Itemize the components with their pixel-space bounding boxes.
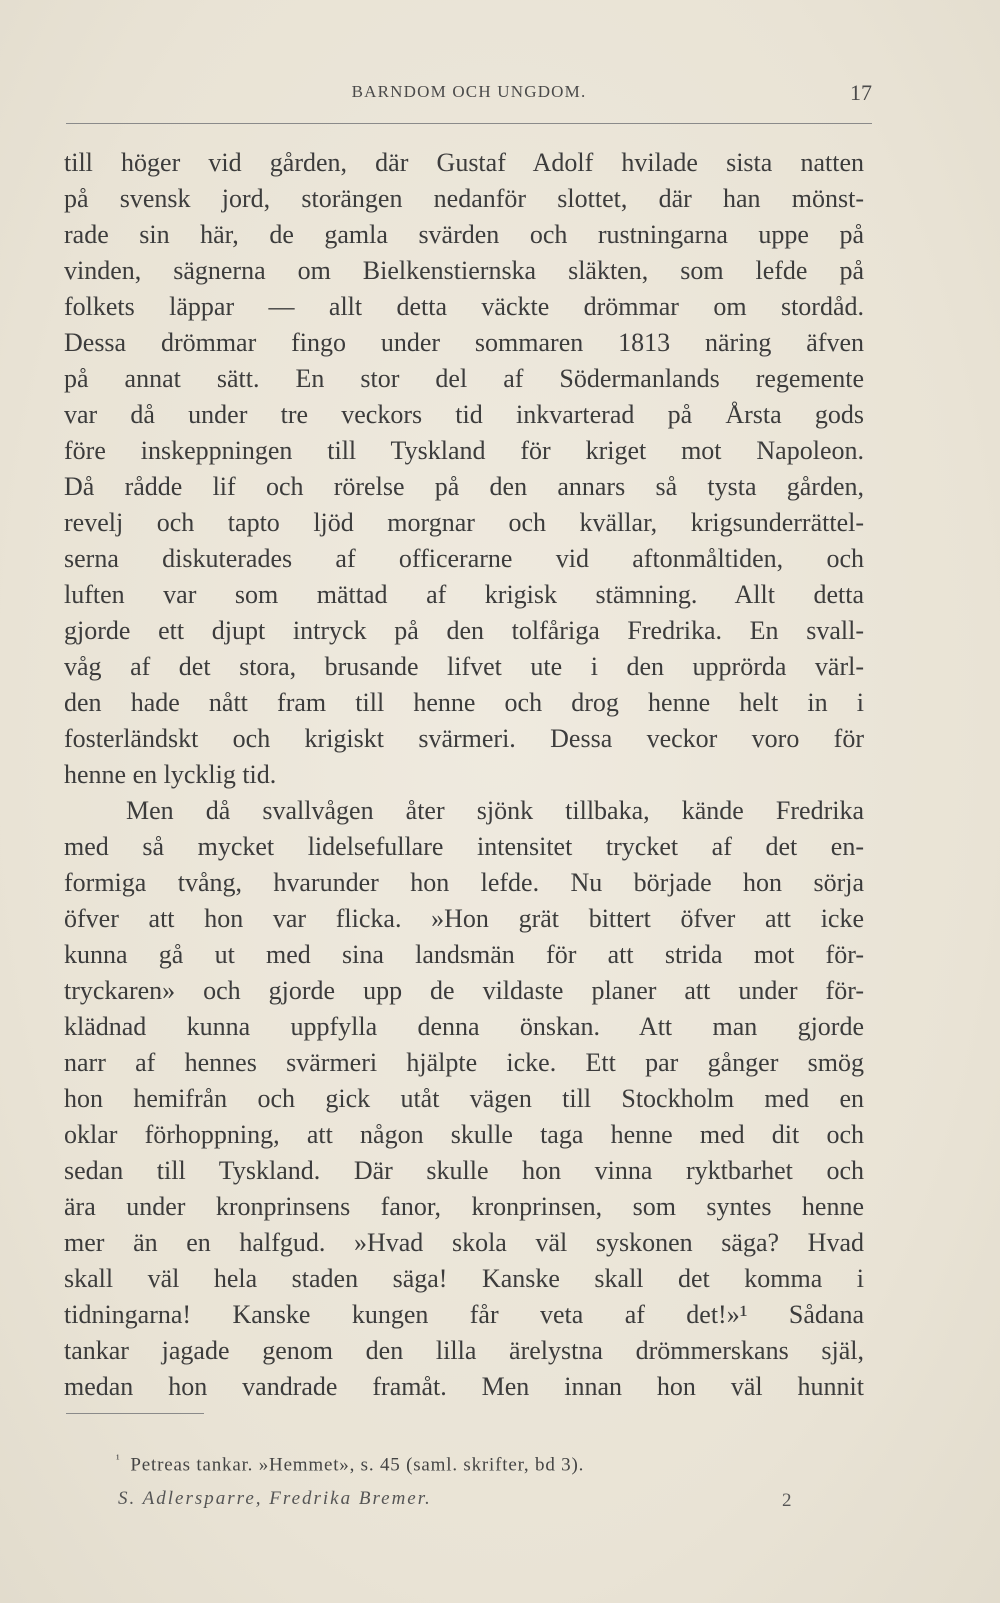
text-line: oklar förhoppning, att någon skulle taga henne med dit och [64, 1120, 864, 1149]
text-line: sedan till Tyskland. Där skulle hon vinna ryktbarhet och [64, 1156, 864, 1185]
signature-line: S. Adlersparre, Fredrika Bremer. [118, 1488, 432, 1509]
page-number: 17 [850, 80, 872, 105]
text-line: formiga tvång, hvarunder hon lefde. Nu började hon sörja [64, 868, 864, 897]
text-line: ära under kronprinsens fanor, kronprinsen, som syntes henne [64, 1192, 864, 1221]
text-line: med så mycket lidelsefullare intensitet trycket af det en- [64, 832, 864, 861]
text-line: revelj och tapto ljöd morgnar och kvällar, krigsunderrättel- [64, 508, 864, 537]
text-line: fosterländskt och krigiskt svärmeri. Dessa veckor voro för [64, 724, 864, 753]
running-head [66, 82, 872, 112]
text-line: Dessa drömmar fingo under sommaren 1813 näring äfven [64, 328, 864, 357]
text-line: den hade nått fram till henne och drog henne helt in i [64, 688, 864, 717]
text-line: öfver att hon var flicka. »Hon grät bittert öfver att icke [64, 904, 864, 933]
text-line: kunna gå ut med sina landsmän för att strida mot för- [64, 940, 864, 969]
text-line: Då rådde lif och rörelse på den annars så tysta gården, [64, 472, 864, 501]
text-line: Men då svallvågen åter sjönk tillbaka, kände Fredrika [126, 796, 864, 825]
footnote-text: Petreas tankar. »Hemmet», s. 45 (saml. skrifter, bd 3). [130, 1454, 585, 1476]
text-line: gjorde ett djupt intryck på den tolfåriga Fredrika. En svall- [64, 616, 864, 645]
footnote-rule [66, 1413, 204, 1414]
text-line: tankar jagade genom den lilla ärelystna drömmerskans själ, [64, 1336, 864, 1365]
text-line: hon hemifrån och gick utåt vägen till Stockholm med en [64, 1084, 864, 1113]
text-line: medan hon vandrade framåt. Men innan hon väl hunnit [64, 1372, 864, 1401]
text-line: henne en lycklig tid. [64, 760, 277, 789]
text-line: tidningarna! Kanske kungen får veta af det!»¹ Sådana [64, 1300, 864, 1329]
running-title: BARNDOM OCH UNGDOM. [351, 82, 587, 101]
footnote [116, 1452, 584, 1476]
text-line: folkets läppar — allt detta väckte drömmar om stordåd. [64, 292, 864, 321]
text-line: våg af det stora, brusande lifvet ute i den upprörda värl- [64, 652, 864, 681]
text-line: rade sin här, de gamla svärden och rustningarna uppe på [64, 220, 864, 249]
text-line: luften var som mättad af krigisk stämning. Allt detta [64, 580, 864, 609]
text-line: mer än en halfgud. »Hvad skola väl syskonen säga? Hvad [64, 1228, 864, 1257]
text-line: till höger vid gården, där Gustaf Adolf hvilade sista natten [64, 148, 864, 177]
text-line: tryckaren» och gjorde upp de vildaste planer att under för- [64, 976, 864, 1005]
header-rule [66, 123, 872, 124]
text-line: före inskeppningen till Tyskland för kriget mot Napoleon. [64, 436, 864, 465]
text-line: på svensk jord, storängen nedanför slottet, där han mönst- [64, 184, 864, 213]
text-line: var då under tre veckors tid inkvarterad på Årsta gods [64, 400, 864, 429]
text-line: serna diskuterades af officerarne vid aftonmåltiden, och [64, 544, 864, 573]
text-line: vinden, sägnerna om Bielkenstiernska släkten, som lefde på [64, 256, 864, 285]
sheet-number: 2 [782, 1490, 792, 1511]
footnote-marker: ¹ [116, 1452, 121, 1466]
body-text [64, 145, 864, 1405]
text-line: på annat sätt. En stor del af Södermanlands regemente [64, 364, 864, 393]
text-line: klädnad kunna uppfylla denna önskan. Att man gjorde [64, 1012, 864, 1041]
text-line: narr af hennes svärmeri hjälpte icke. Ett par gånger smög [64, 1048, 864, 1077]
text-line: skall väl hela staden säga! Kanske skall det komma i [64, 1264, 864, 1293]
